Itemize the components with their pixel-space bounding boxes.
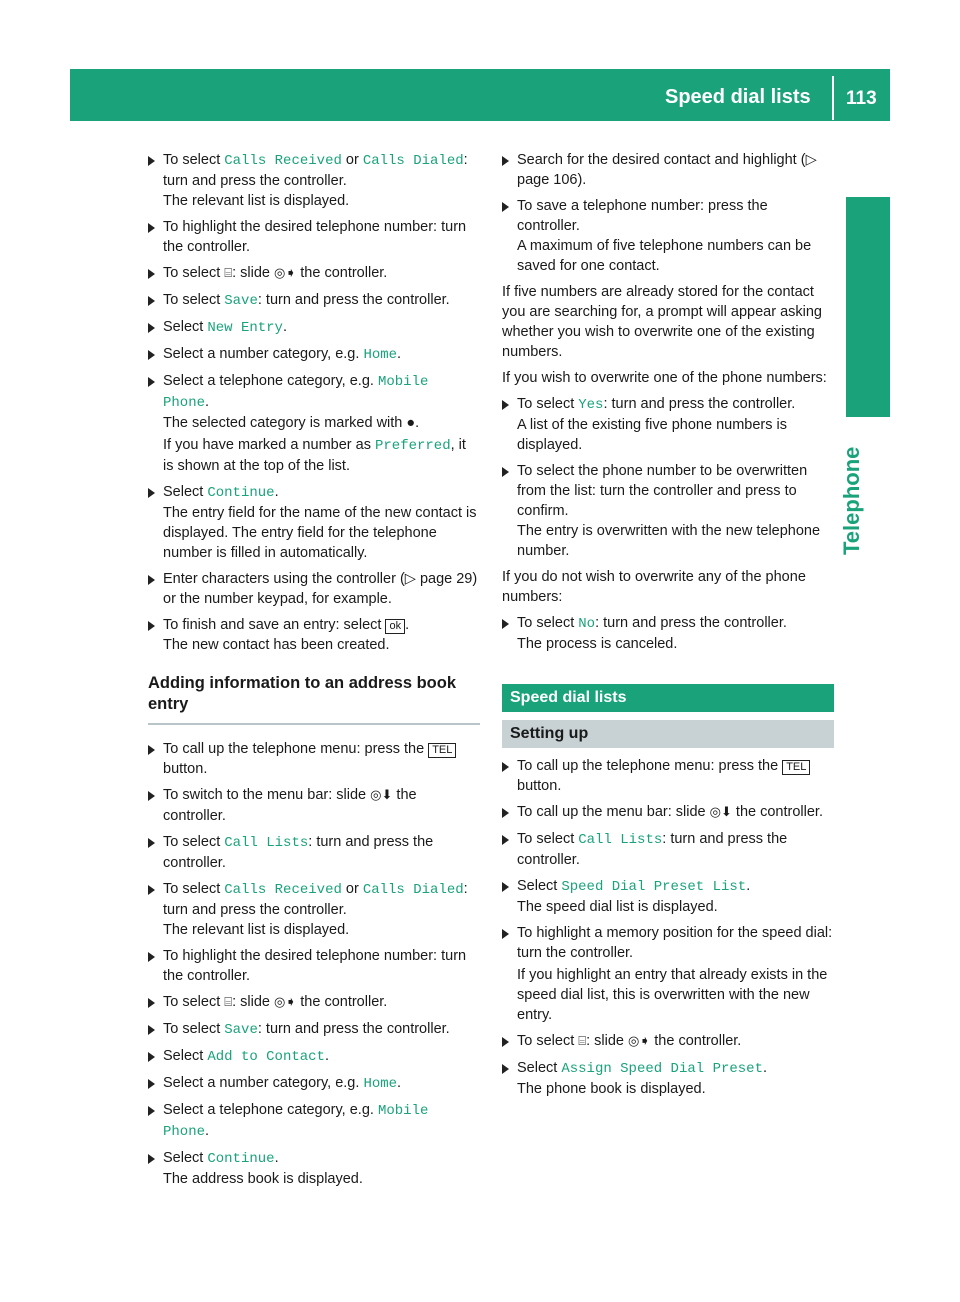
controller-right-icon: ◎➧ bbox=[273, 995, 297, 1010]
list-item: To select Calls Received or Calls Dialed: turn and press the controller. The relevant list is displayed. bbox=[148, 150, 480, 211]
list-item: To select ⌸: slide ◎➧ the controller. bbox=[148, 263, 480, 284]
list-item: Select a number category, e.g. Home. bbox=[148, 344, 480, 365]
list-item: To select Yes: turn and press the controller. A list of the existing five phone numbers is displayed. bbox=[502, 394, 834, 455]
list-item: Select a telephone category, e.g. Mobile Phone. bbox=[148, 1100, 480, 1142]
right-column bbox=[502, 150, 834, 1105]
list-item: To save a telephone number: press the controller. A maximum of five telephone numbers can be saved for one contact. bbox=[502, 196, 834, 276]
list-item: To call up the telephone menu: press the TEL button. bbox=[148, 739, 480, 779]
list-item: To select Save: turn and press the controller. bbox=[148, 1019, 480, 1040]
list-item: To highlight a memory position for the speed dial: turn the controller. If you highlight an entry that already exists in the speed dial list, this is overwritten with the new entry. bbox=[502, 923, 834, 1025]
page-title: Speed dial lists bbox=[665, 86, 811, 108]
list-item: To select Calls Received or Calls Dialed: turn and press the controller. The relevant list is displayed. bbox=[148, 879, 480, 940]
list-item: To call up the menu bar: slide ◎⬇ the controller. bbox=[502, 802, 834, 823]
list-item: Select Speed Dial Preset List. The speed dial list is displayed. bbox=[502, 876, 834, 917]
phonebook-icon: ⌸ bbox=[224, 995, 233, 1010]
subsection-banner: Setting up bbox=[502, 720, 834, 748]
list-item: Enter characters using the controller (▷ page 29) or the number keypad, for example. bbox=[148, 569, 480, 609]
controller-right-icon: ◎➧ bbox=[627, 1034, 651, 1049]
paragraph: If you wish to overwrite one of the phone numbers: bbox=[502, 370, 827, 386]
list-item: To select Call Lists: turn and press the controller. bbox=[148, 832, 480, 873]
controller-right-icon: ◎➧ bbox=[273, 266, 297, 281]
page-number: 113 bbox=[846, 88, 877, 109]
list-item: Select Continue. The entry field for the name of the new contact is displayed. The entry field for the telephone number is filled in automatically. bbox=[148, 482, 480, 563]
list-item: To select the phone number to be overwritten from the list: turn the controller and press to confirm. The entry is overwritten with the new telephone number. bbox=[502, 461, 834, 561]
phonebook-icon: ⌸ bbox=[224, 266, 233, 281]
list-item: To select No: turn and press the controller. The process is canceled. bbox=[502, 613, 834, 654]
list-item: To finish and save an entry: select ok . The new contact has been created. bbox=[148, 615, 480, 655]
controller-down-icon: ◎⬇ bbox=[370, 788, 393, 803]
tel-key-icon: TEL bbox=[782, 760, 810, 775]
list-item: Select Add to Contact. bbox=[148, 1046, 480, 1067]
side-tab bbox=[846, 197, 890, 417]
list-item: To highlight the desired telephone number: turn the controller. bbox=[148, 946, 480, 986]
list-item: Select Assign Speed Dial Preset. The phone book is displayed. bbox=[502, 1058, 834, 1099]
list-item: To select ⌸: slide ◎➧ the controller. bbox=[502, 1031, 834, 1052]
ok-icon: ok bbox=[385, 619, 405, 634]
list-item: To highlight the desired telephone number: turn the controller. bbox=[148, 217, 480, 257]
list-item: Select Continue. The address book is displayed. bbox=[148, 1148, 480, 1189]
section-banner: Speed dial lists bbox=[502, 684, 834, 712]
list-item: Select a telephone category, e.g. Mobile Phone. The selected category is marked with ●. If you have marked a number as Preferred, it is shown at the top of the list. bbox=[148, 371, 480, 476]
left-column bbox=[148, 150, 480, 1195]
tel-key-icon: TEL bbox=[428, 743, 456, 758]
paragraph: If five numbers are already stored for the contact you are searching for, a prompt will appear asking whether you wish to overwrite one of the existing numbers. bbox=[502, 284, 822, 360]
section-heading: Adding information to an address book entry bbox=[148, 673, 480, 725]
phonebook-icon: ⌸ bbox=[578, 1034, 587, 1049]
list-item: Search for the desired contact and highlight (▷ page 106). bbox=[502, 150, 834, 190]
paragraph: If you do not wish to overwrite any of the phone numbers: bbox=[502, 569, 806, 605]
list-item: To call up the telephone menu: press the TEL button. bbox=[502, 756, 834, 796]
list-item: To switch to the menu bar: slide ◎⬇ the controller. bbox=[148, 785, 480, 826]
side-tab-label: Telephone bbox=[839, 446, 864, 555]
controller-down-icon: ◎⬇ bbox=[709, 805, 732, 820]
list-item: Select New Entry. bbox=[148, 317, 480, 338]
header-divider bbox=[832, 76, 834, 120]
list-item: To select Call Lists: turn and press the controller. bbox=[502, 829, 834, 870]
list-item: To select ⌸: slide ◎➧ the controller. bbox=[148, 992, 480, 1013]
list-item: To select Save: turn and press the controller. bbox=[148, 290, 480, 311]
list-item: Select a number category, e.g. Home. bbox=[148, 1073, 480, 1094]
